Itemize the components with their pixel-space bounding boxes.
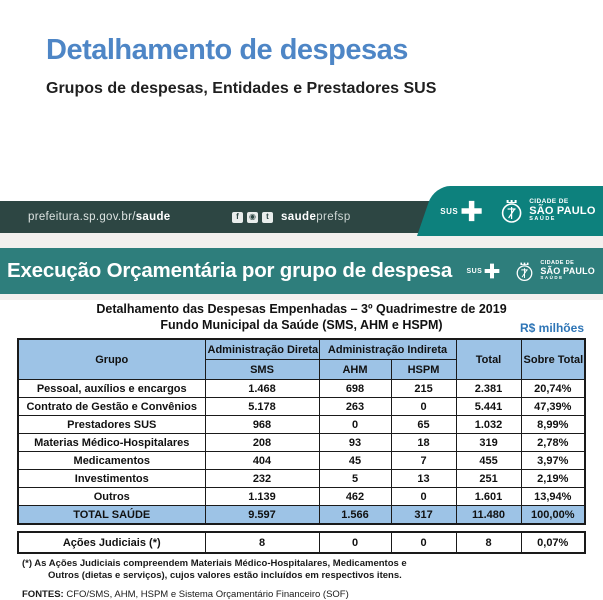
cell-sms: 1.468 xyxy=(205,380,319,398)
page-subtitle: Grupos de despesas, Entidades e Prestadores SUS xyxy=(46,80,437,97)
sources-line xyxy=(22,589,349,600)
table-title xyxy=(0,301,603,333)
site-url-prefix: prefeitura.sp.gov.br/ xyxy=(28,211,136,223)
table-row xyxy=(18,452,585,470)
table-row xyxy=(18,416,585,434)
cell-grupo: Ações Judiciais (*) xyxy=(18,532,205,553)
social-handle-bold: saude xyxy=(281,211,317,223)
cell-hspm: 215 xyxy=(391,380,456,398)
cell-hspm: 317 xyxy=(391,506,456,525)
header-hspm: HSPM xyxy=(391,360,456,380)
header-ahm: AHM xyxy=(319,360,391,380)
cell-sobre-total: 2,19% xyxy=(521,470,585,488)
city-crest-icon xyxy=(498,197,524,225)
cell-ahm: 93 xyxy=(319,434,391,452)
city-logo-line1: CIDADE DE xyxy=(540,260,575,267)
cell-total: 1.032 xyxy=(456,416,521,434)
acoes-judiciais-table xyxy=(17,531,586,554)
cell-grupo: Medicamentos xyxy=(18,452,205,470)
city-logo-line2: SÃO PAULO xyxy=(540,265,595,276)
unit-label: R$ milhões xyxy=(519,321,584,335)
cell-total: 251 xyxy=(456,470,521,488)
facebook-icon: f xyxy=(232,212,243,223)
cell-sms: 404 xyxy=(205,452,319,470)
cell-sobre-total: 100,00% xyxy=(521,506,585,525)
cell-sms: 208 xyxy=(205,434,319,452)
table-row xyxy=(18,470,585,488)
cell-grupo: Pessoal, auxílios e encargos xyxy=(18,380,205,398)
site-url-bold: saude xyxy=(135,211,171,223)
cell-hspm: 0 xyxy=(391,398,456,416)
cell-total: 2.381 xyxy=(456,380,521,398)
cell-sms: 9.597 xyxy=(205,506,319,525)
sus-cross-icon xyxy=(484,263,500,279)
cell-sms: 8 xyxy=(205,532,319,553)
cell-grupo: Prestadores SUS xyxy=(18,416,205,434)
sus-label: SUS xyxy=(440,206,459,216)
city-logo-line1: CIDADE DE xyxy=(529,197,569,205)
cell-ahm: 698 xyxy=(319,380,391,398)
cell-total: 8 xyxy=(456,532,521,553)
cell-sobre-total: 20,74% xyxy=(521,380,585,398)
cell-hspm: 7 xyxy=(391,452,456,470)
cell-ahm: 0 xyxy=(319,416,391,434)
table-row xyxy=(18,488,585,506)
cell-total: 319 xyxy=(456,434,521,452)
header-grupo: Grupo xyxy=(18,339,205,380)
city-logo-line2: SÃO PAULO xyxy=(529,204,596,217)
cell-ahm: 263 xyxy=(319,398,391,416)
page-title: Detalhamento de despesas xyxy=(46,34,408,66)
cell-total: 5.441 xyxy=(456,398,521,416)
header-adm-direta: Administração Direta xyxy=(205,339,319,360)
cell-sms: 5.178 xyxy=(205,398,319,416)
cell-grupo: Contrato de Gestão e Convênios xyxy=(18,398,205,416)
total-row xyxy=(18,506,585,525)
footnote xyxy=(22,558,407,581)
cell-hspm: 13 xyxy=(391,470,456,488)
corner-logo-panel xyxy=(417,186,603,236)
table-row xyxy=(18,398,585,416)
city-crest-icon xyxy=(514,260,535,283)
cell-grupo: Outros xyxy=(18,488,205,506)
header-sobre-total: Sobre Total xyxy=(521,339,585,380)
footnote-line2: Outros (dietas e serviços), cujos valores estão incluídos em respectivos itens. xyxy=(48,569,402,581)
header-adm-indireta: Administração Indireta xyxy=(319,339,456,360)
section-logos xyxy=(466,260,595,283)
social-handle-rest: prefsp xyxy=(316,211,351,223)
cell-sobre-total: 3,97% xyxy=(521,452,585,470)
table-title-line1: Detalhamento das Despesas Empenhadas – 3º Quadrimestre de 2019 xyxy=(96,302,507,316)
cell-grupo: Investimentos xyxy=(18,470,205,488)
expenses-table xyxy=(17,338,586,525)
section-banner xyxy=(0,248,603,294)
cell-sobre-total: 47,39% xyxy=(521,398,585,416)
cell-sms: 968 xyxy=(205,416,319,434)
table-row xyxy=(18,380,585,398)
cell-total: 455 xyxy=(456,452,521,470)
city-logo-line3: SAÚDE xyxy=(540,275,564,281)
sao-paulo-logo-small xyxy=(514,260,595,283)
sao-paulo-logo xyxy=(498,197,595,225)
twitter-icon: t xyxy=(262,212,273,223)
social-links xyxy=(232,211,351,223)
sus-logo-small xyxy=(466,263,500,279)
cell-ahm: 5 xyxy=(319,470,391,488)
cell-total: 11.480 xyxy=(456,506,521,525)
table-body xyxy=(18,380,585,506)
instagram-icon: ◉ xyxy=(247,212,258,223)
cell-sobre-total: 2,78% xyxy=(521,434,585,452)
city-logo-line3: SAÚDE xyxy=(529,216,556,223)
table-row xyxy=(18,434,585,452)
cell-ahm: 462 xyxy=(319,488,391,506)
cell-hspm: 65 xyxy=(391,416,456,434)
cell-hspm: 0 xyxy=(391,488,456,506)
cell-sobre-total: 0,07% xyxy=(521,532,585,553)
cell-sobre-total: 13,94% xyxy=(521,488,585,506)
header-total: Total xyxy=(456,339,521,380)
cell-sms: 1.139 xyxy=(205,488,319,506)
cell-ahm: 0 xyxy=(319,532,391,553)
cell-hspm: 0 xyxy=(391,532,456,553)
cell-sobre-total: 8,99% xyxy=(521,416,585,434)
cell-grupo: TOTAL SAÚDE xyxy=(18,506,205,525)
site-url xyxy=(28,211,170,223)
cell-total: 1.601 xyxy=(456,488,521,506)
table-title-line2: Fundo Municipal da Saúde (SMS, AHM e HSPM) xyxy=(160,318,443,332)
footnote-line1: (*) As Ações Judiciais compreendem Materiais Médico-Hospitalares, Medicamentos e xyxy=(22,558,407,569)
sus-label-small: SUS xyxy=(466,267,483,275)
table-header xyxy=(18,339,585,380)
sus-cross-icon xyxy=(460,200,482,222)
cell-grupo: Materias Médico-Hospitalares xyxy=(18,434,205,452)
sources-text: CFO/SMS, AHM, HSPM e Sistema Orçamentário Financeiro (SOF) xyxy=(63,589,349,600)
cell-ahm: 45 xyxy=(319,452,391,470)
social-handle xyxy=(281,211,351,223)
sus-logo xyxy=(440,200,482,222)
cell-sms: 232 xyxy=(205,470,319,488)
cell-ahm: 1.566 xyxy=(319,506,391,525)
section-title: Execução Orçamentária por grupo de despesa xyxy=(7,259,453,282)
sources-label: FONTES: xyxy=(22,589,64,600)
acoes-judiciais-row xyxy=(18,532,585,553)
cell-hspm: 18 xyxy=(391,434,456,452)
header-sms: SMS xyxy=(205,360,319,380)
